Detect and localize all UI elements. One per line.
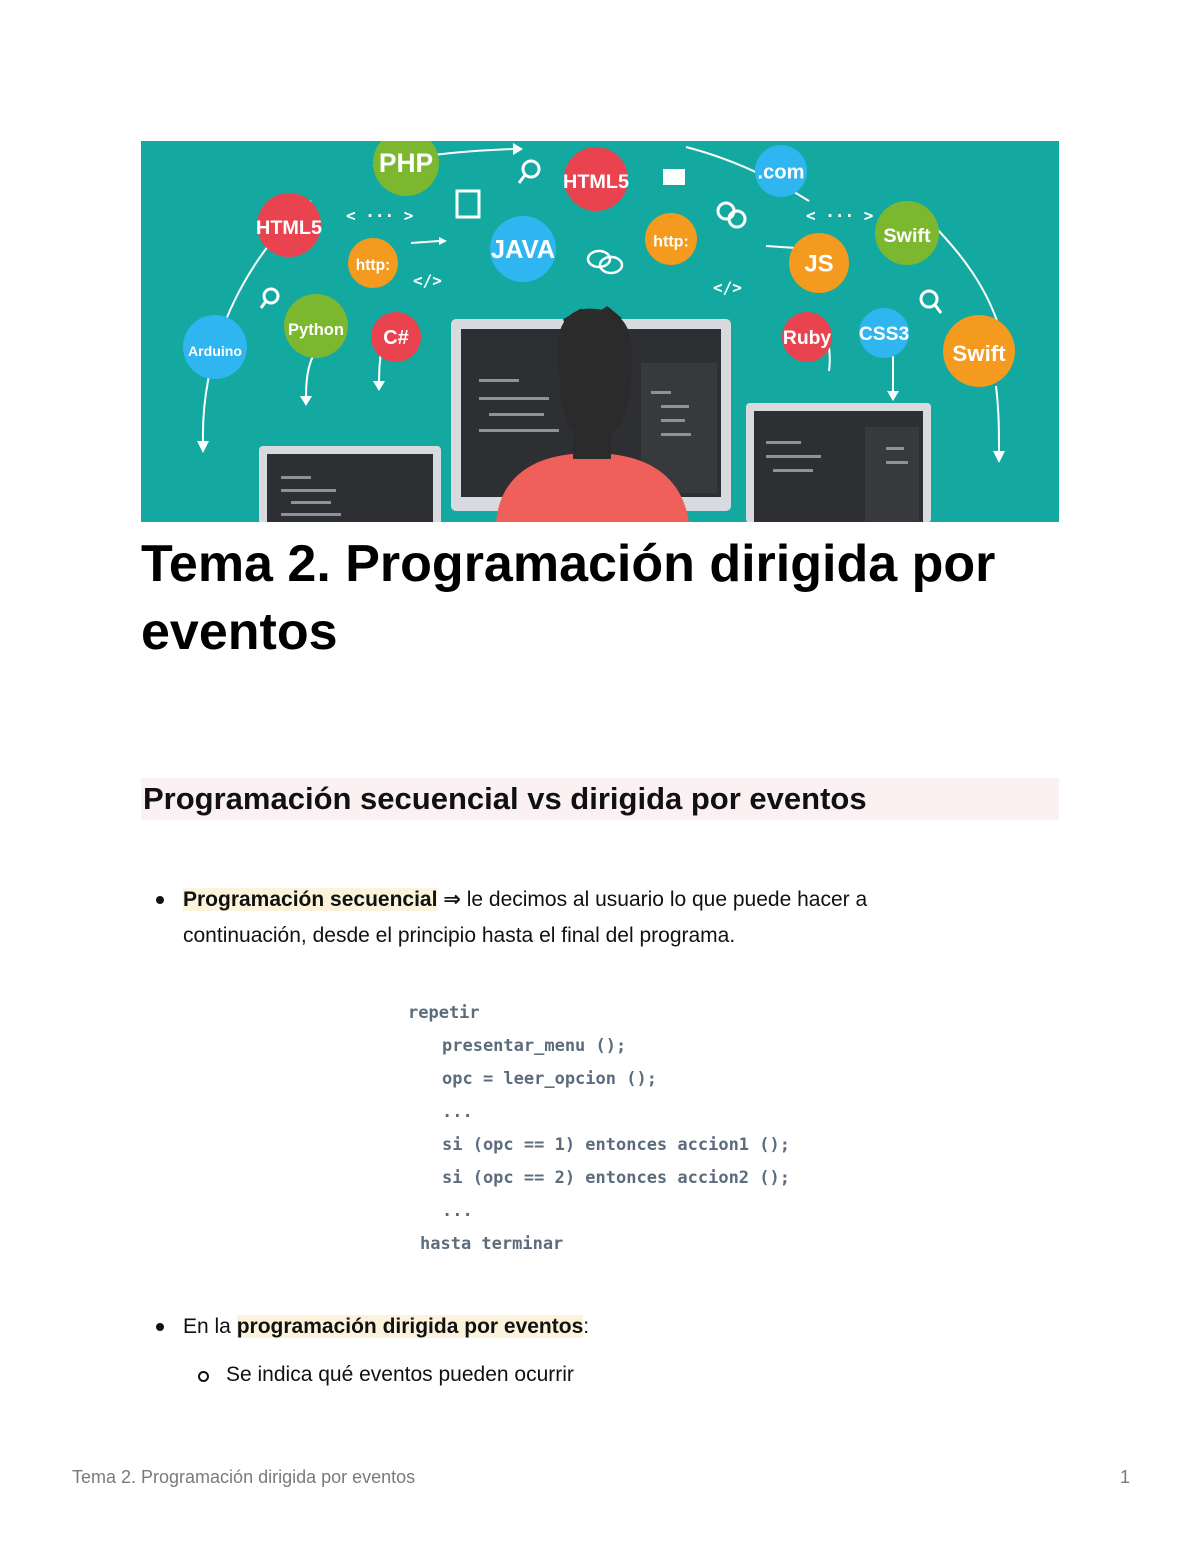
language-badge-label: Swift [952,341,1006,367]
code-line: opc = leer_opcion (); [442,1069,657,1089]
section-heading: Programación secuencial vs dirigida por eventos [141,778,1059,820]
code-line: hasta terminar [420,1234,564,1254]
code-line: ... [442,1102,473,1122]
arrow-symbol: ⇒ [437,888,461,911]
highlight-term: programación dirigida por eventos [236,1315,584,1338]
language-badge-label: http: [653,232,689,251]
language-badge [373,141,439,196]
code-glyph: < ··· > [806,206,874,225]
language-badge [563,147,629,211]
bullet-dot [156,1323,164,1331]
language-badge-label: Arduino [187,342,243,359]
language-badge-label: JS [804,250,834,278]
programming-languages-illustration [141,141,1059,522]
page-title: Tema 2. Programación dirigida por eventos [141,535,996,661]
language-badge-label: C# [383,327,409,349]
code-glyph: </> [713,278,742,297]
sub-bullet-ring [198,1371,209,1382]
language-badge-label: Python [288,320,344,339]
footer-document-title: Tema 2. Programación dirigida por eventos [72,1467,416,1487]
language-badge-label: Swift [883,224,931,247]
language-badge-label: JAVA [490,236,556,265]
code-glyph: </> [413,271,442,290]
language-badge-label: PHP [378,148,434,179]
language-badge [859,308,910,358]
language-badge [371,312,421,362]
chat-icon [588,251,622,273]
language-badge-label: HTML5 [256,216,322,239]
bullet-text: : [583,1315,590,1338]
language-badge [755,145,807,197]
code-line: si (opc == 1) entonces accion1 (); [442,1135,790,1155]
language-badge [183,315,247,379]
language-badge [943,315,1015,387]
language-badge [789,233,849,293]
highlight-term: Programación secuencial [183,888,438,911]
language-badge [284,294,348,358]
list-item-continuation: continuación, desde el principio hasta el final del programa. [183,924,736,947]
language-badge [782,312,832,362]
language-badge-label: .com [757,161,805,184]
list-item [183,882,1043,918]
language-badge-label: HTML5 [563,170,629,193]
list-item [183,1309,1043,1345]
language-badge-label: http: [355,257,391,274]
code-glyph: < ··· > [346,206,414,225]
sub-list-item: Se indica qué eventos pueden ocurrir [226,1363,574,1386]
language-badge [348,238,398,288]
monitor-right [746,403,931,522]
code-line: presentar_menu (); [442,1036,627,1056]
code-line: repetir [408,1003,480,1023]
footer-page-number: 1 [1120,1467,1131,1487]
code-line: si (opc == 2) entonces accion2 (); [442,1168,790,1188]
code-line: ... [442,1201,473,1221]
language-badge-label: Ruby [782,328,832,349]
monitor-left [259,446,441,522]
folder-icon [663,169,685,185]
language-badge [875,201,939,265]
header-illustration [141,141,1059,522]
language-badge [490,216,556,282]
language-badge-label: CSS3 [858,324,910,345]
bullet-dot [156,896,164,904]
bullet-text: le decimos al usuario lo que puede hacer a [460,888,868,911]
language-badge [645,213,697,265]
bullet-text: En la [183,1315,237,1338]
